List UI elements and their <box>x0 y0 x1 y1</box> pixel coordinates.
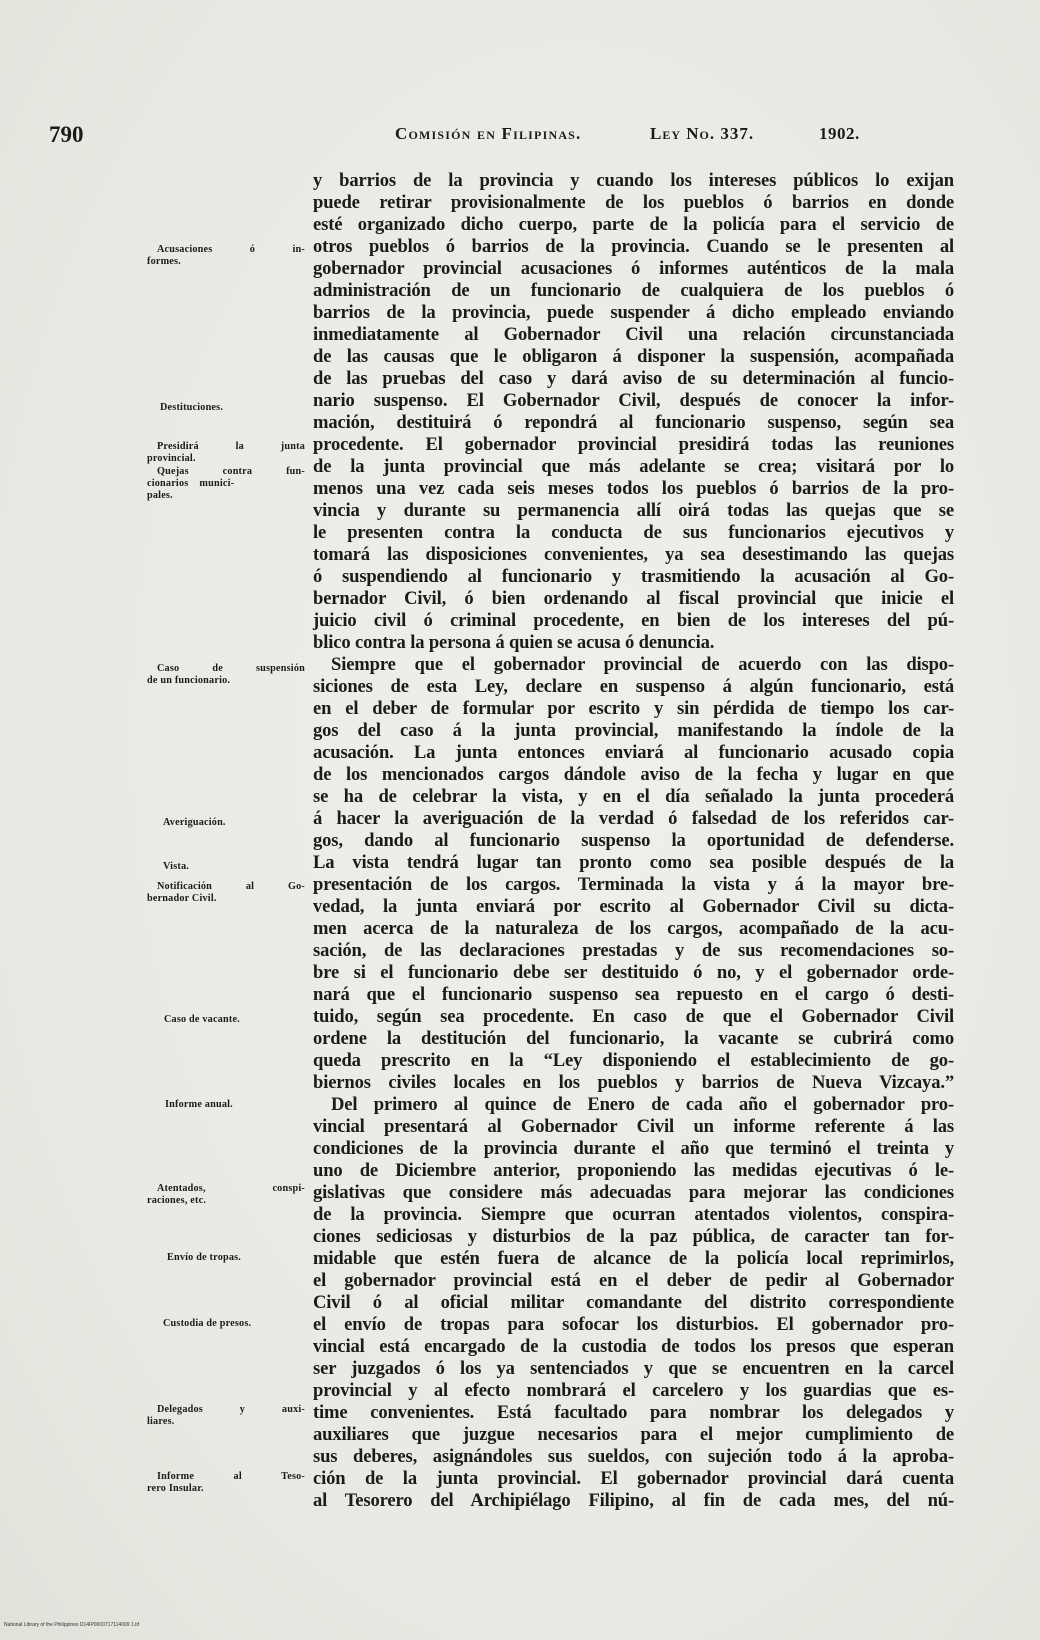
margin-note-informe-tesorero <box>147 1471 305 1495</box>
body-line: midable que estén fuera de alcance de la policía local reprimirlos, <box>313 1248 954 1269</box>
body-line: de la junta provincial que más adelante se crea; visitará por lo <box>313 456 954 477</box>
body-line: men acerca de la naturaleza de los cargos, acompañado de la acu- <box>313 918 954 939</box>
body-line: el envío de tropas para sofocar los disturbios. El gobernador pro- <box>313 1314 954 1335</box>
margin-note-averiguacion: Averiguación. <box>163 817 226 828</box>
body-line: uno de Diciembre anterior, proponiendo las medidas ejecutivas ó le- <box>313 1160 954 1181</box>
margin-note-caso-suspension <box>147 663 305 687</box>
body-line: barrios de la provincia, puede suspender á dicho empleado enviando <box>313 302 954 323</box>
body-line: Civil ó al oficial militar comandante del distrito correspondiente <box>313 1292 954 1313</box>
body-line: presentación de los cargos. Terminada la vista y á la mayor bre- <box>313 874 954 895</box>
margin-note-line: formes. <box>147 256 181 267</box>
margin-note-notificacion <box>147 881 305 905</box>
margin-note-line: provincial. <box>147 453 196 464</box>
body-line: de las pruebas del caso y dará aviso de su determinación al funcio- <box>313 368 954 389</box>
margin-note-line: liares. <box>147 1416 175 1427</box>
body-line: ordene la destitución del funcionario, la vacante se cubrirá como <box>313 1028 954 1049</box>
body-line: se ha de celebrar la vista, y en el día señalado la junta procederá <box>313 786 954 807</box>
body-line: gos del caso á la junta provincial, manifestando la índole de la <box>313 720 954 741</box>
body-line: sación, de las declaraciones prestadas y de sus recomendaciones so- <box>313 940 954 961</box>
body-line: provincial y al efecto nombrará el carcelero y los guardias que es- <box>313 1380 954 1401</box>
body-line: bre si el funcionario debe ser destituido ó no, y el gobernador orde- <box>313 962 954 983</box>
body-line: de la provincia. Siempre que ocurran atentados violentos, conspira- <box>313 1204 954 1225</box>
body-line: biernos civiles locales en los pueblos y barrios de Nueva Vizcaya.” <box>313 1072 954 1093</box>
margin-note-custodia: Custodia de presos. <box>163 1318 252 1329</box>
body-line: en el deber de formular por escrito y sin pérdida de tiempo los car- <box>313 698 954 719</box>
body-line: de los mencionados cargos dándole aviso de la fecha y lugar en que <box>313 764 954 785</box>
margin-note-atentados <box>147 1183 305 1207</box>
margin-note-line: Presidirá la junta <box>157 441 305 452</box>
body-line: nará que el funcionario suspenso sea repuesto en el cargo ó desti- <box>313 984 954 1005</box>
margin-note-delegados <box>147 1404 305 1428</box>
running-title: Comisión en Filipinas. <box>395 124 582 143</box>
body-line: sus deberes, asignándoles sus sueldos, con sujeción todo á la aproba- <box>313 1446 954 1467</box>
margin-note-caso-vacante: Caso de vacante. <box>164 1014 240 1025</box>
margin-note-informe-anual: Informe anual. <box>165 1099 233 1110</box>
margin-note-line: Atentados, conspi- <box>157 1183 305 1194</box>
margin-note-line: bernador Civil. <box>147 893 217 904</box>
body-line: vincia y durante su permanencia allí oirá todas las quejas que se <box>313 500 954 521</box>
margin-note-presidira <box>147 441 305 465</box>
body-line: al Tesorero del Archipiélago Filipino, al fin de cada mes, del nú- <box>313 1490 954 1511</box>
margin-note-quejas <box>147 466 305 502</box>
scan-footer: National Library of the Philippines D14IP0000717114009 1.tif <box>4 1622 139 1628</box>
margin-note-line: rero Insular. <box>147 1483 204 1494</box>
body-line: administración de un funcionario de cualquiera de los pueblos ó <box>313 280 954 301</box>
margin-note-line: Acusaciones ó in- <box>157 244 305 255</box>
margin-note-vista: Vista. <box>163 861 190 872</box>
body-line: nario suspenso. El Gobernador Civil, después de conocer la infor- <box>313 390 954 411</box>
body-line: á hacer la averiguación de la verdad ó falsedad de los referidos car- <box>313 808 954 829</box>
body-line: ó suspendiendo al funcionario y trasmitiendo la acusación al Go- <box>313 566 954 587</box>
body-line: vincial está encargado de la custodia de todos los presos que esperan <box>313 1336 954 1357</box>
running-law: Ley No. 337. <box>650 124 755 143</box>
margin-note-line: Quejas contra fun- <box>157 466 305 477</box>
body-line: condiciones de la provincia durante el año que terminó el treinta y <box>313 1138 954 1159</box>
body-line: ción de la junta provincial. El gobernador provincial dará cuenta <box>313 1468 954 1489</box>
body-line: queda prescrito en la “Ley disponiendo el establecimiento de go- <box>313 1050 954 1071</box>
body-line: el gobernador provincial está en el deber de pedir al Gobernador <box>313 1270 954 1291</box>
body-line: mación, destituirá ó repondrá al funcionario suspenso, según sea <box>313 412 954 433</box>
margin-note-line: Notificación al Go- <box>157 881 305 892</box>
margin-note-line: de un funcionario. <box>147 675 231 686</box>
body-line: time convenientes. Está facultado para nombrar los delegados y <box>313 1402 954 1423</box>
margin-note-line: Caso de suspensión <box>157 663 305 674</box>
body-line: tuido, según sea procedente. En caso de que el Gobernador Civil <box>313 1006 954 1027</box>
body-line: tomará las disposiciones convenientes, ya sea desestimando las quejas <box>313 544 954 565</box>
body-line: puede retirar provisionalmente de los pueblos ó barrios en donde <box>313 192 954 213</box>
body-line: vincial presentará al Gobernador Civil un informe referente á las <box>313 1116 954 1137</box>
body-line: Siempre que el gobernador provincial de acuerdo con las dispo- <box>331 654 954 675</box>
margin-note-acusaciones <box>147 244 305 268</box>
body-line: gislativas que considere más adecuadas para mejorar las condiciones <box>313 1182 954 1203</box>
body-line: vedad, la junta enviará por escrito al Gobernador Civil su dicta- <box>313 896 954 917</box>
body-line: blico contra la persona á quien se acusa ó denuncia. <box>313 632 715 653</box>
body-line: acusación. La junta entonces enviará al funcionario acusado copia <box>313 742 954 763</box>
body-line: siciones de esta Ley, declare en suspenso á algún funcionario, está <box>313 676 954 697</box>
page-header <box>0 122 1040 152</box>
body-line: de las causas que le obligaron á disponer la suspensión, acompañada <box>313 346 954 367</box>
body-line: juicio civil ó criminal procedente, en bien de los intereses del pú- <box>313 610 954 631</box>
margin-note-destituciones: Destituciones. <box>160 402 224 413</box>
body-line: le presenten contra la conducta de sus funcionarios ejecutivos y <box>313 522 954 543</box>
body-line: La vista tendrá lugar tan pronto como sea posible después de la <box>313 852 954 873</box>
body-line: procedente. El gobernador provincial presidirá todas las reuniones <box>313 434 954 455</box>
body-line: esté organizado dicho cuerpo, parte de la policía para el servicio de <box>313 214 954 235</box>
page-number: 790 <box>49 122 84 147</box>
margin-note-line: Delegados y auxi- <box>157 1404 305 1415</box>
body-line: gos, dando al funcionario suspenso la oportunidad de defenderse. <box>313 830 954 851</box>
margin-note-line: pales. <box>147 490 173 501</box>
body-line: y barrios de la provincia y cuando los intereses públicos lo exijan <box>313 170 954 191</box>
margin-note-line: Informe al Teso- <box>157 1471 305 1482</box>
body-line: Del primero al quince de Enero de cada año el gobernador pro- <box>331 1094 954 1115</box>
margin-note-line: cionarios munici- <box>147 478 235 489</box>
body-line: gobernador provincial acusaciones ó informes auténticos de la mala <box>313 258 954 279</box>
body-line: ciones sediciosas y disturbios de la paz pública, de caracter tan for- <box>313 1226 954 1247</box>
body-line: ser juzgados ó los ya sentenciados y que se encuentren en la carcel <box>313 1358 954 1379</box>
body-line: menos una vez cada seis meses todos los pueblos ó barrios de la pro- <box>313 478 954 499</box>
margin-note-envio-tropas: Envío de tropas. <box>167 1252 242 1263</box>
margin-note-line: raciones, etc. <box>147 1195 207 1206</box>
body-line: bernador Civil, ó bien ordenando al fiscal provincial que inicie el <box>313 588 954 609</box>
running-year: 1902. <box>819 124 860 143</box>
body-line: inmediatamente al Gobernador Civil una relación circunstanciada <box>313 324 954 345</box>
body-line: otros pueblos ó barrios de la provincia. Cuando se le presenten al <box>313 236 954 257</box>
body-line: auxiliares que juzgue necesarios para el mejor cumplimiento de <box>313 1424 954 1445</box>
